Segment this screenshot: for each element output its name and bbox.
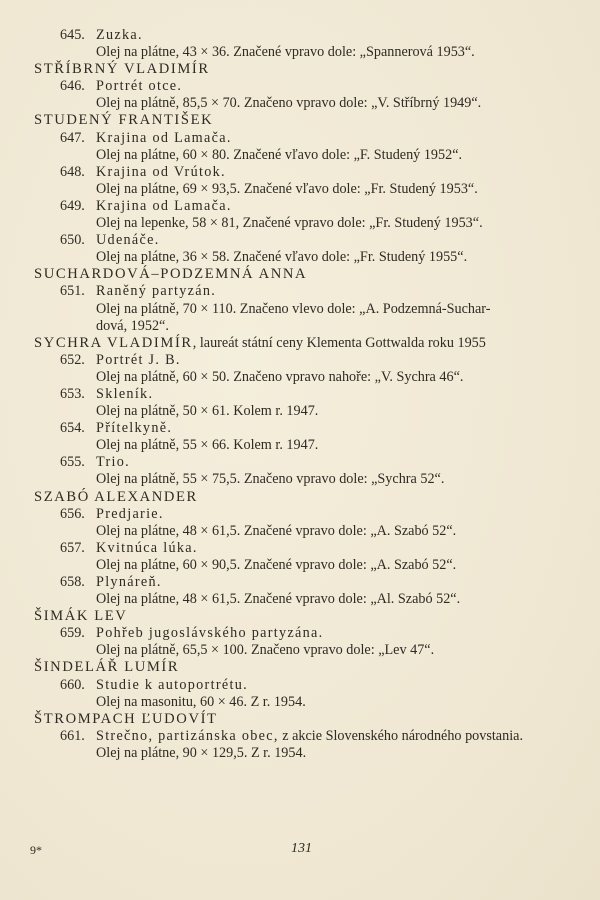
work-number: 660. (60, 676, 85, 693)
artist-name: SYCHRA VLADIMÍR (34, 334, 193, 351)
work-number: 649. (60, 197, 85, 214)
artist-heading (0, 608, 600, 625)
work-details: Olej na plátně, 85,5 × 70. Značeno vpravo dole: „V. Stříbrný 1949“. (96, 95, 482, 112)
artist-heading (0, 659, 600, 676)
artist-name: SUCHARDOVÁ–PODZEMNÁ ANNA (34, 266, 308, 283)
artist-name: ŠINDELÁŘ LUMÍR (34, 659, 180, 676)
work-title: Krajina od Lamača. (96, 129, 232, 146)
work-number: 653. (60, 385, 85, 402)
work-details: Olej na plátně, 60 × 50. Značeno vpravo nahoře: „V. Sychra 46“. (96, 368, 464, 385)
work-number: 650. (60, 232, 85, 249)
work-title: Raněný partyzán. (96, 283, 217, 300)
work-details: Olej na plátne, 48 × 61,5. Značené vpravo dole: „A. Szabó 52“. (96, 522, 457, 539)
work-number: 645. (60, 27, 85, 43)
work-details: dová, 1952“. (96, 317, 169, 334)
work-number: 655. (60, 454, 85, 471)
work-title: Plynáreň. (96, 574, 162, 590)
work-entry (0, 386, 600, 403)
work-number: 646. (60, 78, 85, 95)
artist-name: STUDENÝ FRANTIŠEK (34, 112, 214, 129)
artist-heading (0, 489, 600, 506)
artist-name: STŘÍBRNÝ VLADIMÍR (34, 61, 210, 78)
artist-name: ŠIMÁK LEV (34, 608, 128, 625)
work-number: 661. (60, 727, 85, 744)
work-number: 659. (60, 625, 85, 642)
work-number: 656. (60, 505, 85, 522)
work-details: Olej na plátne, 43 × 36. Značené vpravo dole: „Spannerová 1953“. (96, 44, 475, 61)
work-entry (0, 130, 600, 147)
artist-note: , laureát státní ceny Klementa Gottwalda roku 1955 (192, 334, 486, 351)
work-title: Skleník. (96, 385, 154, 402)
work-details: Olej na plátne, 90 × 129,5. Z r. 1954. (96, 744, 307, 761)
catalog-entries (0, 27, 600, 762)
work-details: Olej na plátně, 55 × 75,5. Značeno vpravo dole: „Sychra 52“. (96, 471, 445, 488)
work-title: Portrét J. B. (96, 351, 181, 368)
work-entry (0, 78, 600, 95)
work-title-rest: z akcie Slovenského národného povstania. (278, 727, 523, 744)
work-number: 657. (60, 539, 85, 556)
work-entry (0, 198, 600, 215)
work-title: Krajina od Vrútok. (96, 163, 226, 180)
work-number: 651. (60, 283, 85, 300)
work-details: Olej na plátně, 65,5 × 100. Značeno vpravo dole: „Lev 47“. (96, 642, 435, 659)
work-details: Olej na masonitu, 60 × 46. Z r. 1954. (96, 693, 306, 710)
work-details: Olej na plátně, 55 × 66. Kolem r. 1947. (96, 437, 319, 454)
work-entry (0, 164, 600, 181)
work-entry (0, 677, 600, 694)
work-number: 654. (60, 420, 85, 437)
work-title: Studie k autoportrétu. (96, 676, 248, 693)
work-title: Přítelkyně. (96, 420, 173, 437)
artist-name: ŠTROMPACH ĽUDOVÍT (34, 710, 218, 727)
work-title: Pohřeb jugoslávského partyzána. (96, 625, 324, 642)
work-details: Olej na plátne, 69 × 93,5. Značené vľavo dole: „Fr. Studený 1953“. (96, 180, 478, 197)
artist-heading (0, 266, 600, 283)
work-entry (0, 232, 600, 249)
work-title: Kvitnúca lúka. (96, 539, 198, 556)
work-entry (0, 283, 600, 300)
work-details: Olej na plátně, 50 × 61. Kolem r. 1947. (96, 403, 319, 420)
work-entry (0, 506, 600, 523)
work-details: Olej na plátně, 70 × 110. Značeno vlevo dole: „A. Podzemná-Suchar- (96, 300, 491, 317)
work-title: Predjarie. (96, 505, 164, 522)
work-title: Krajina od Lamača. (96, 197, 232, 214)
work-details: Olej na plátne, 60 × 90,5. Značené vpravo dole: „A. Szabó 52“. (96, 556, 457, 573)
work-entry (0, 27, 600, 44)
work-title: Portrét otce. (96, 78, 183, 95)
work-entry (0, 625, 600, 642)
work-entry (0, 540, 600, 557)
work-details: Olej na lepenke, 58 × 81, Značené vpravo dole: „Fr. Studený 1953“. (96, 215, 483, 232)
signature-mark: 9* (30, 843, 42, 857)
artist-heading (0, 335, 600, 352)
artist-heading (0, 61, 600, 78)
work-details: Olej na plátne, 60 × 80. Značené vľavo dole: „F. Studený 1952“. (96, 146, 463, 163)
work-number: 648. (60, 163, 85, 180)
artist-heading (0, 112, 600, 129)
work-title: Zuzka. (96, 27, 143, 43)
work-number: 658. (60, 574, 85, 590)
work-entry (0, 728, 600, 745)
page-number: 131 (291, 841, 312, 856)
work-details: Olej na plátne, 48 × 61,5. Značené vpravo dole: „Al. Szabó 52“. (96, 591, 461, 608)
work-title: Strečno, partizánska obec, (96, 727, 279, 744)
artist-heading (0, 711, 600, 728)
work-entry (0, 420, 600, 437)
work-details: Olej na plátne, 36 × 58. Značené vľavo dole: „Fr. Studený 1955“. (96, 249, 468, 266)
work-number: 652. (60, 351, 85, 368)
work-number: 647. (60, 129, 85, 146)
work-title: Trio. (96, 454, 130, 471)
work-entry (0, 352, 600, 369)
work-entry (0, 574, 600, 591)
work-title: Udenáče. (96, 232, 160, 249)
artist-name: SZABÓ ALEXANDER (34, 488, 198, 505)
work-entry (0, 454, 600, 471)
